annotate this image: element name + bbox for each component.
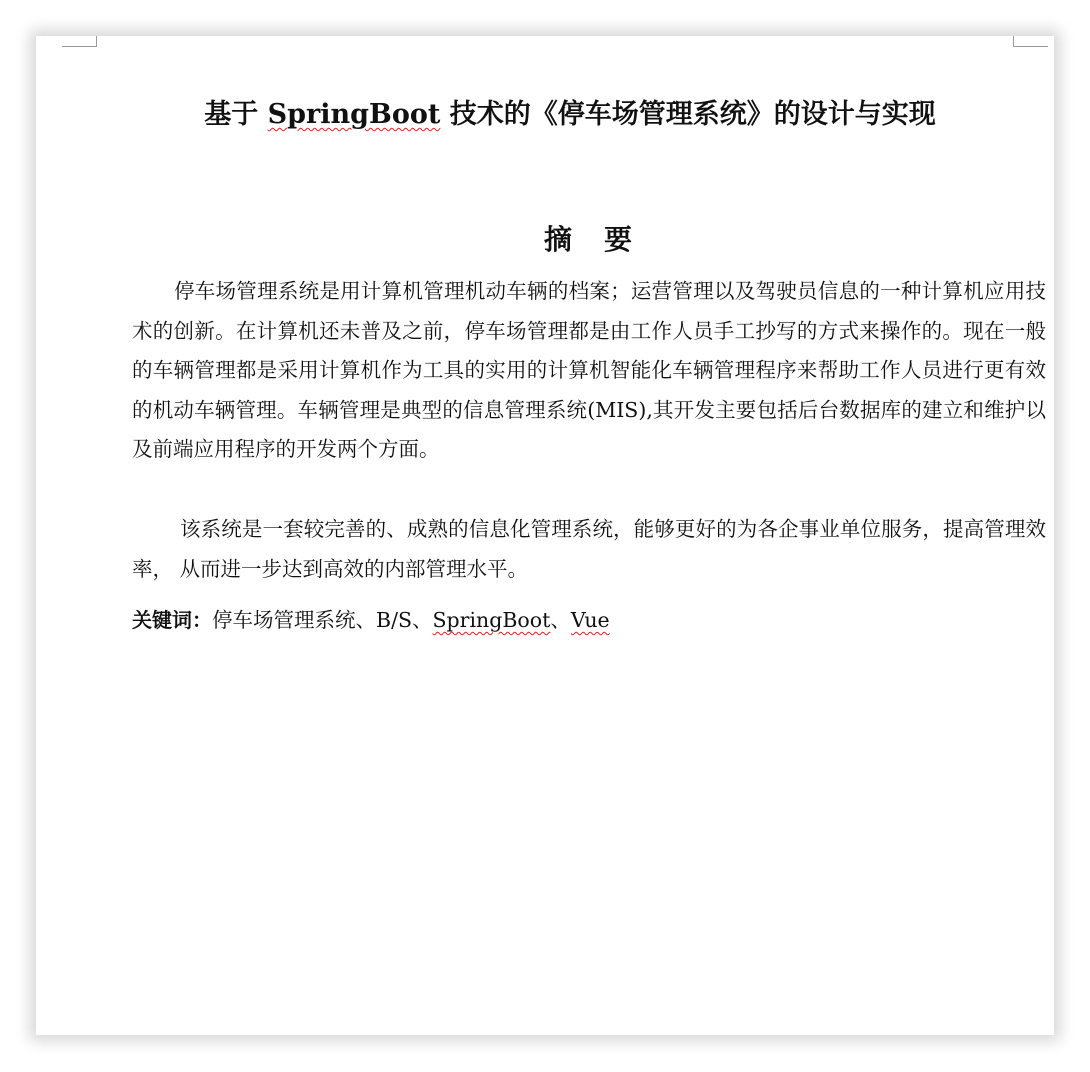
abstract-heading: 摘 要	[543, 223, 634, 256]
abstract-paragraph-1: 停车场管理系统是用计算机管理机动车辆的档案；运营管理以及驾驶员信息的一种计算机应用技术的创新。在计算机还未普及之前，停车场管理都是由工作人员手工抄写的方式来操作的。现在一般的车辆管理都是采用计算机作为工具的实用的计算机智能化车辆管理程序来帮助工作人员进行更有效的机动车辆管理。车辆管理是典型的信息管理系统(MIS),其开发主要包括后台数据库的建立和维护以及前端应用程序的开发两个方面。	[132, 279, 1046, 462]
title-text-after: 技术的《停车场管理系统》的设计与实现	[440, 99, 936, 130]
margin-corner-mark-top-left	[62, 36, 97, 47]
document-title	[36, 92, 1090, 138]
keyword-spellcheck-springboot: SpringBoot	[432, 608, 551, 632]
title-spellcheck-word: SpringBoot	[267, 99, 441, 130]
keyword-spellcheck-vue: Vue	[570, 608, 610, 632]
keywords-line	[132, 600, 610, 640]
margin-corner-mark-top-right	[1013, 36, 1048, 47]
keywords-label: 关键词：	[132, 608, 212, 632]
keywords-separator: 、	[550, 608, 571, 632]
abstract-paragraph-2: 该系统是一套较完善的、成熟的信息化管理系统，能够更好的为各企事业单位服务，提高管理效率， 从而进一步达到高效的内部管理水平。	[132, 517, 1046, 581]
keywords-text: 停车场管理系统、B/S、	[212, 608, 433, 632]
document-page	[36, 36, 1054, 1035]
title-text-before: 基于	[204, 99, 268, 130]
